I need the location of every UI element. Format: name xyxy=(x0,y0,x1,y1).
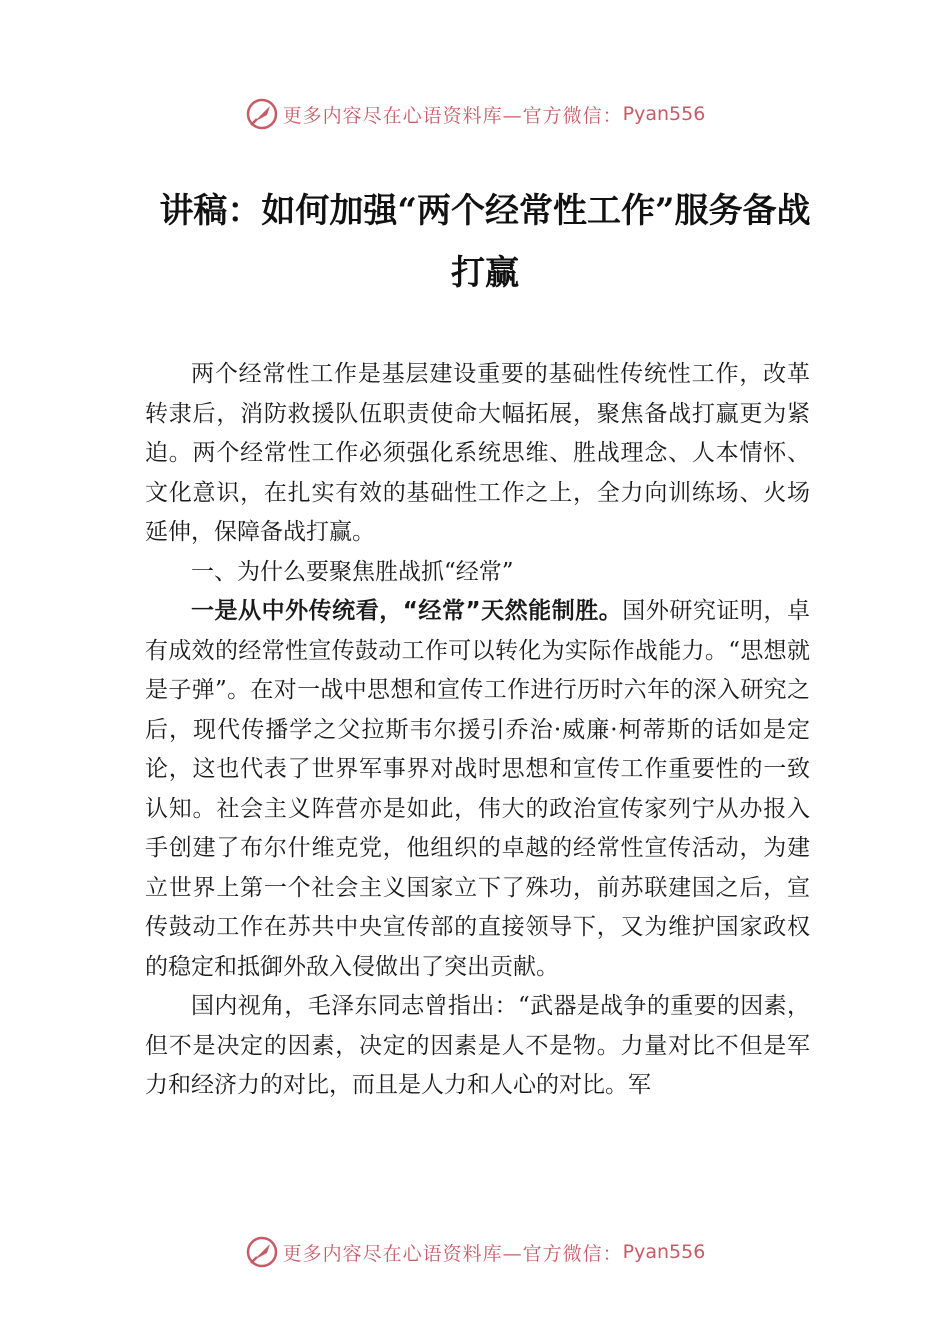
document-title: 讲稿：如何加强“两个经常性工作”服务备战打赢 xyxy=(159,191,811,293)
watermark-text: 更多内容尽在心语资料库—官方微信： xyxy=(282,1242,623,1265)
section-heading: 一、为什么要聚焦胜战抓“经常” xyxy=(191,558,514,585)
footer-watermark xyxy=(0,1232,950,1272)
watermark-wechat-id: Pyan556 xyxy=(622,1241,706,1263)
paragraph-text: 国外研究证明，卓有成效的经常性宣传鼓动工作可以转化为实际作战能力。“思想就是子弹”。在对一战中思想和宣传工作进行历时六年的深入研究之后，现代传播学之父拉斯韦尔援引乔治·威廉·柯蒂斯的话如是定论，这也代表了世界军事界对战时思想和宣传工作重要性的一致认知。社会主义阵营亦是如此，伟大的政治宣传家列宁从办报入手创建了布尔什维克党，他组织的卓越的经常性宣传活动，为建立世界上第一个社会主义国家立下了殊功，前苏联建国之后，宣传鼓动工作在苏共中央宣传部的直接领导下，又为维护国家政权的稳定和抵御外敌入侵做出了突出贡献。 xyxy=(145,598,811,980)
paragraph-domestic-view: 国内视角，毛泽东同志曾指出：“武器是战争的重要的因素，但不是决定的因素，决定的因素是人不是物。力量对比不但是军力和经济力的对比，而且是人力和人心的对比。军 xyxy=(145,993,810,1098)
paragraph-intro: 两个经常性工作是基层建设重要的基础性传统性工作，改革转隶后，消防救援队伍职责使命大幅拓展，聚焦备战打赢更为紧迫。两个经常性工作必须强化系统思维、胜战理念、人本情怀、文化意识，在扎实有效的基础性工作之上，全力向训练场、火场延伸，保障备战打赢。 xyxy=(145,361,810,545)
paragraph-lead: 一是从中外传统看，“经常”天然能制胜。 xyxy=(191,598,623,624)
header-watermark xyxy=(0,94,950,134)
watermark-wechat-id: Pyan556 xyxy=(622,103,706,125)
quill-logo-icon xyxy=(245,97,279,131)
watermark-text: 更多内容尽在心语资料库—官方微信： xyxy=(282,104,623,127)
document-body xyxy=(145,355,810,1106)
paragraph-foreign-tradition xyxy=(145,592,810,987)
quill-logo-icon xyxy=(245,1235,279,1269)
